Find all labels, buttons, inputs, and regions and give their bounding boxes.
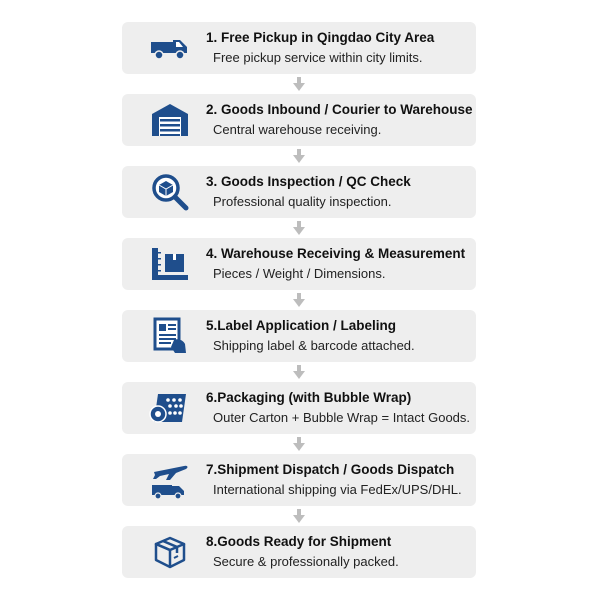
step-card-2 (122, 94, 476, 146)
packed-box-icon (148, 532, 192, 572)
step-description: International shipping via FedEx/UPS/DHL. (213, 482, 462, 497)
down-arrow-icon (291, 220, 307, 236)
plane-truck-icon (148, 460, 192, 500)
step-card-1 (122, 22, 476, 74)
pickup-truck-icon (148, 28, 192, 68)
step-title: 2. Goods Inbound / Courier to Warehouse (206, 102, 473, 117)
step-description: Professional quality inspection. (213, 194, 392, 209)
step-card-8 (122, 526, 476, 578)
step-card-5 (122, 310, 476, 362)
step-title: 5.Label Application / Labeling (206, 318, 397, 333)
step-title: 6.Packaging (with Bubble Wrap) (206, 390, 412, 405)
step-title: 8.Goods Ready for Shipment (206, 534, 392, 549)
step-card-4 (122, 238, 476, 290)
step-description: Free pickup service within city limits. (213, 50, 423, 65)
bubble-wrap-roll-icon (148, 388, 192, 428)
step-title: 4. Warehouse Receiving & Measurement (206, 246, 466, 261)
step-description: Outer Carton + Bubble Wrap = Intact Goods. (213, 410, 471, 425)
step-description: Central warehouse receiving. (213, 122, 382, 137)
down-arrow-icon (291, 292, 307, 308)
step-card-7 (122, 454, 476, 506)
down-arrow-icon (291, 148, 307, 164)
step-title: 1. Free Pickup in Qingdao City Area (206, 30, 435, 45)
warehouse-icon (148, 100, 192, 140)
step-description: Shipping label & barcode attached. (213, 338, 415, 353)
down-arrow-icon (291, 364, 307, 380)
step-card-6 (122, 382, 476, 434)
step-title: 3. Goods Inspection / QC Check (206, 174, 411, 189)
measure-box-icon (148, 244, 192, 284)
step-description: Secure & professionally packed. (213, 554, 399, 569)
magnifier-box-icon (148, 172, 192, 212)
down-arrow-icon (291, 508, 307, 524)
step-description: Pieces / Weight / Dimensions. (213, 266, 386, 281)
down-arrow-icon (291, 436, 307, 452)
step-card-3 (122, 166, 476, 218)
down-arrow-icon (291, 76, 307, 92)
label-hand-icon (148, 316, 192, 356)
step-title: 7.Shipment Dispatch / Goods Dispatch (206, 462, 455, 477)
